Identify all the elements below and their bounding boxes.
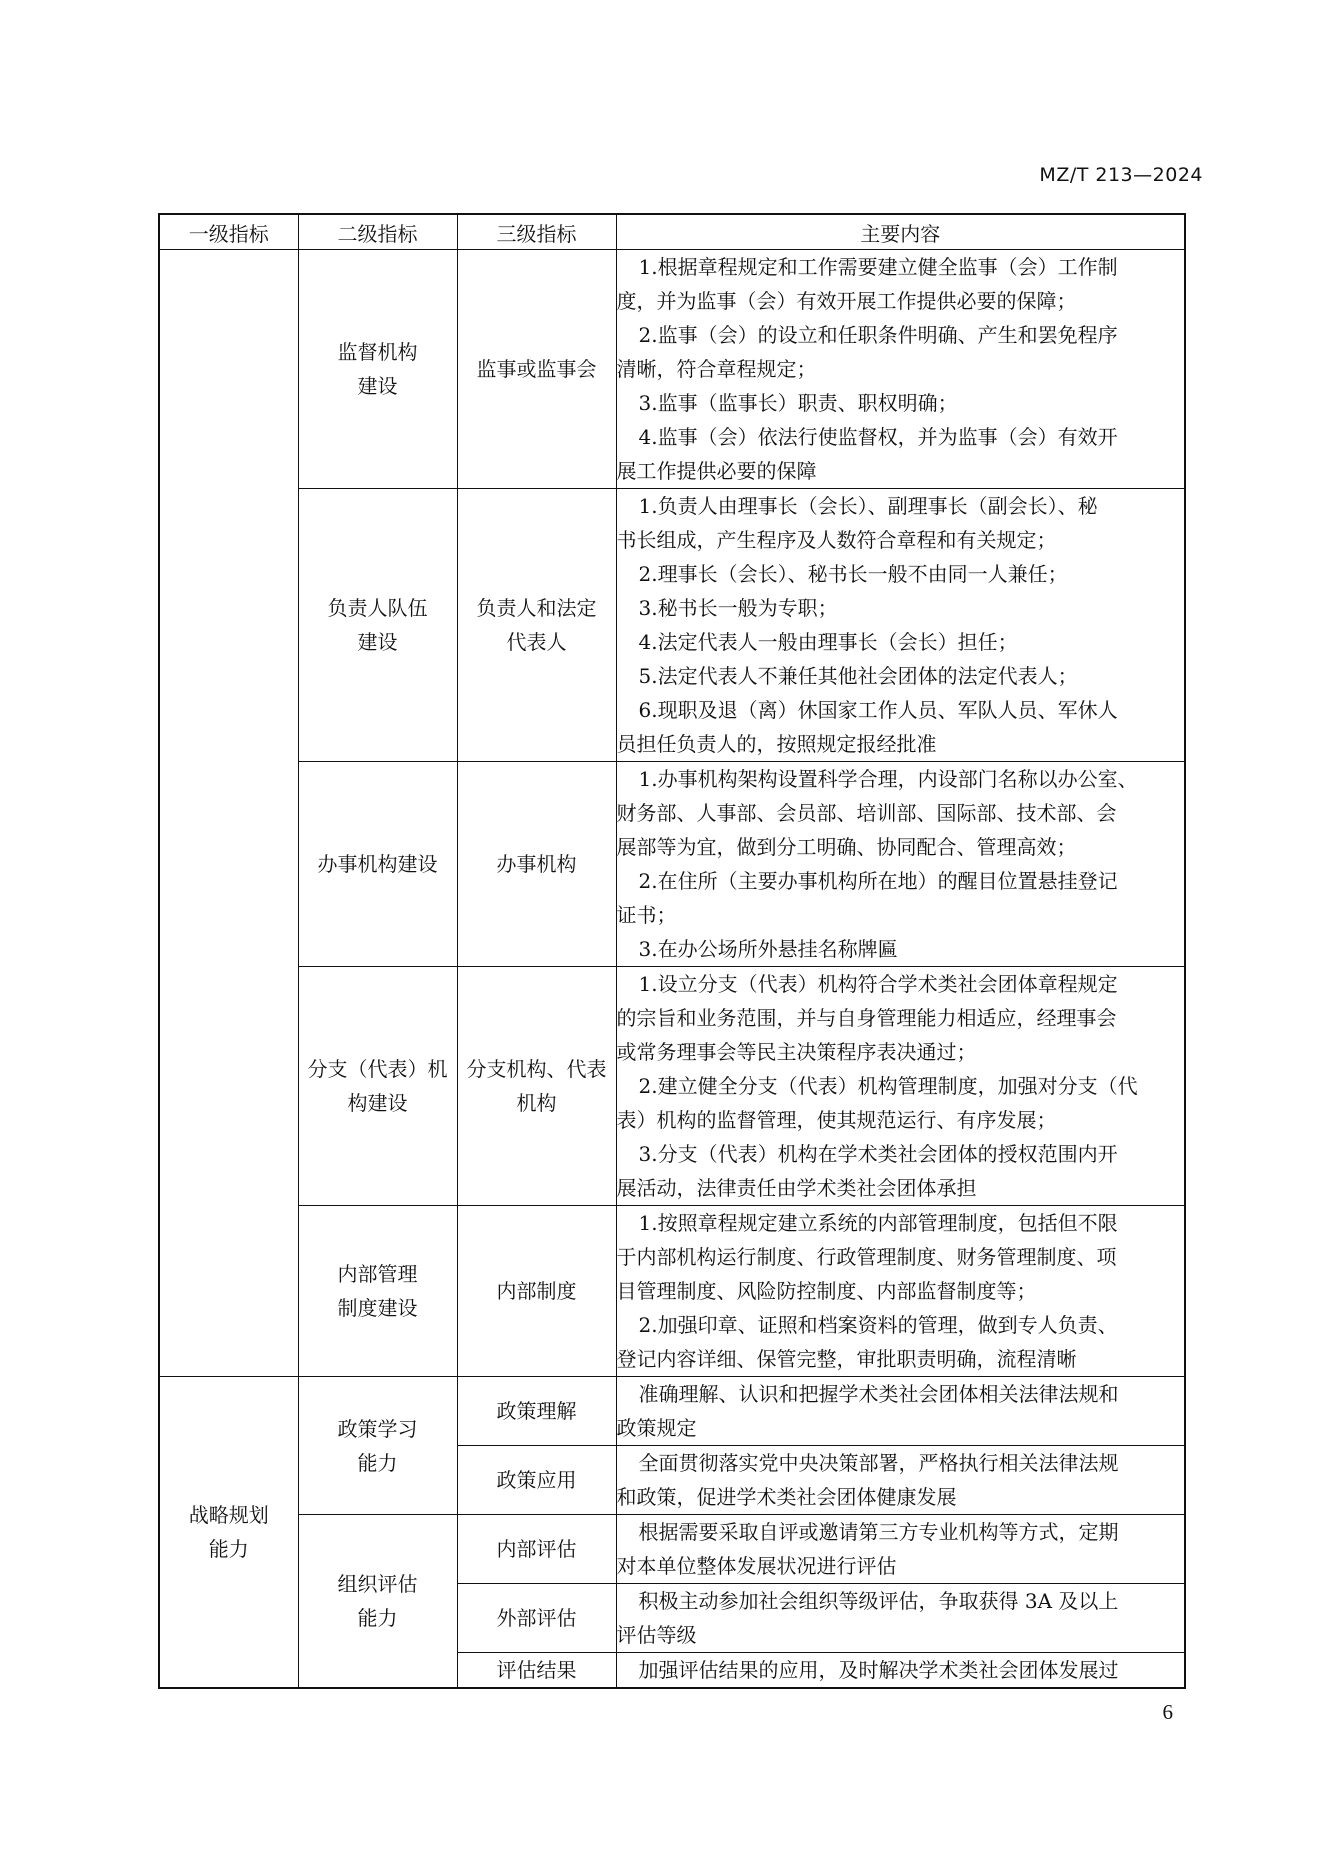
level2-cell: [298, 1206, 457, 1377]
content-item: [617, 420, 1185, 488]
table-row: [159, 489, 1185, 762]
table-row: [159, 1206, 1185, 1377]
cell-line: 监事或监事会: [476, 357, 597, 381]
content-line: 1.办事机构架构设置科学合理，内设部门名称以办公室、: [638, 767, 1138, 791]
level2-cell: [298, 762, 457, 967]
content-cell: [616, 967, 1185, 1206]
level3-cell: [457, 1206, 616, 1377]
content-line: 3.分支（代表）机构在学术类社会团体的授权范围内开: [638, 1142, 1118, 1166]
document-code: MZ/T 213—2024: [1039, 164, 1203, 186]
content-item: [617, 864, 1185, 932]
content-cell: [616, 1446, 1185, 1515]
content-item: [617, 557, 1185, 591]
content-line: 准确理解、认识和把握学术类社会团体相关法律法规和: [638, 1382, 1119, 1406]
content-line: 全面贯彻落实党中央决策部署，严格执行相关法律法规: [638, 1451, 1119, 1475]
content-item: [617, 762, 1185, 864]
cell-line: 代表人: [506, 630, 567, 654]
page-number: 6: [1162, 1700, 1173, 1724]
content-item: [617, 1069, 1185, 1137]
content-line: 表）机构的监督管理，使其规范运行、有序发展；: [616, 1108, 1057, 1132]
content-item: [617, 1308, 1185, 1376]
content-line: 或常务理事会等民主决策程序表决通过；: [616, 1040, 977, 1064]
content-line: 积极主动参加社会组织等级评估，争取获得 3A 及以上: [638, 1589, 1119, 1613]
cell-line: 政策学习: [337, 1416, 418, 1441]
content-line: 1.按照章程规定建立系统的内部管理制度，包括但不限: [638, 1211, 1118, 1235]
content-line: 2.建立健全分支（代表）机构管理制度，加强对分支（代: [638, 1074, 1138, 1098]
content-item: [617, 591, 1185, 625]
content-item: [617, 932, 1185, 966]
level3-cell: 政策理解: [457, 1377, 616, 1446]
content-line: 目管理制度、风险防控制度、内部监督制度等；: [616, 1279, 1037, 1303]
table-header-row: [159, 214, 1185, 250]
cell-line: 内部管理: [337, 1262, 418, 1286]
level2-cell: [298, 967, 457, 1206]
cell-line: 负责人队伍: [327, 596, 428, 620]
cell-line: 能力: [357, 1450, 398, 1475]
level2-cell: [298, 489, 457, 762]
content-line: 3.在办公场所外悬挂名称牌匾: [638, 937, 898, 961]
content-item: [617, 250, 1185, 318]
cell-line: 能力: [208, 1537, 249, 1561]
cell-line: 办事机构: [496, 852, 577, 876]
cell-line: 战略规划: [188, 1503, 269, 1527]
content-line: 展活动，法律责任由学术类社会团体承担: [616, 1176, 977, 1200]
content-line: 清晰，符合章程规定；: [616, 357, 817, 381]
cell-line: 监督机构: [337, 340, 418, 364]
table-row: [159, 762, 1185, 967]
cell-line: 制度建设: [337, 1296, 418, 1320]
content-line: 加强评估结果的应用，及时解决学术类社会团体发展过: [638, 1658, 1119, 1682]
column-header-level3: 三级指标: [457, 214, 616, 250]
table-row: [159, 967, 1185, 1206]
content-line: 2.监事（会）的设立和任职条件明确、产生和罢免程序: [638, 323, 1118, 347]
content-item: [617, 967, 1185, 1069]
content-line: 对本单位整体发展状况进行评估: [616, 1554, 897, 1578]
level2-cell: [298, 1515, 457, 1689]
content-line: 登记内容详细、保管完整，审批职责明确，流程清晰: [616, 1347, 1077, 1371]
content-line: 于内部机构运行制度、行政管理制度、财务管理制度、项: [616, 1245, 1117, 1269]
level2-cell: [298, 1377, 457, 1515]
cell-line: 内部制度: [496, 1279, 577, 1303]
level3-cell: [457, 967, 616, 1206]
level3-cell: [457, 762, 616, 967]
content-line: 4.法定代表人一般由理事长（会长）担任；: [638, 630, 1018, 654]
level3-cell: [457, 250, 616, 489]
content-line: 员担任负责人的，按照规定报经批准: [616, 732, 937, 756]
content-line: 4.监事（会）依法行使监督权，并为监事（会）有效开: [638, 425, 1118, 449]
content-line: 政策规定: [616, 1416, 697, 1440]
content-line: 根据需要采取自评或邀请第三方专业机构等方式，定期: [638, 1520, 1119, 1544]
content-cell: [616, 1206, 1185, 1377]
level1-cell: [159, 1377, 298, 1689]
content-item: [617, 1206, 1185, 1308]
content-line: 度，并为监事（会）有效开展工作提供必要的保障；: [616, 289, 1077, 313]
content-line: 1.设立分支（代表）机构符合学术类社会团体章程规定: [638, 972, 1118, 996]
cell-line: 机构: [516, 1091, 557, 1115]
content-line: 2.加强印章、证照和档案资料的管理，做到专人负责、: [638, 1313, 1118, 1337]
level3-cell: [457, 489, 616, 762]
content-cell: [616, 1377, 1185, 1446]
content-line: 和政策，促进学术类社会团体健康发展: [616, 1485, 957, 1509]
content-line: 3.秘书长一般为专职；: [638, 596, 838, 620]
content-line: 6.现职及退（离）休国家工作人员、军队人员、军休人: [638, 698, 1118, 722]
content-item: [617, 386, 1185, 420]
content-cell: [616, 489, 1185, 762]
level3-cell: 内部评估: [457, 1515, 616, 1584]
content-cell: [616, 1653, 1185, 1689]
level1-cell-blank: [159, 250, 298, 1377]
cell-line: 办事机构建设: [317, 852, 438, 876]
content-line: 证书；: [616, 903, 677, 927]
level3-cell: 评估结果: [457, 1653, 616, 1689]
content-line: 财务部、人事部、会员部、培训部、国际部、技术部、会: [616, 801, 1117, 825]
level2-cell: [298, 250, 457, 489]
content-item: [617, 489, 1185, 557]
content-line: 书长组成，产生程序及人数符合章程和有关规定；: [616, 528, 1057, 552]
cell-line: 建设: [357, 630, 398, 654]
content-item: [617, 659, 1185, 693]
table-row: [159, 250, 1185, 489]
content-item: [617, 693, 1185, 761]
content-line: 2.在住所（主要办事机构所在地）的醒目位置悬挂登记: [638, 869, 1118, 893]
content-item: [617, 625, 1185, 659]
content-line: 1.负责人由理事长（会长）、副理事长（副会长）、秘: [638, 494, 1098, 518]
content-line: 展部等为宜，做到分工明确、协同配合、管理高效；: [616, 835, 1077, 859]
cell-line: 建设: [357, 374, 398, 398]
content-cell: [616, 1515, 1185, 1584]
cell-line: 分支（代表）机: [307, 1057, 448, 1081]
level3-cell: 外部评估: [457, 1584, 616, 1653]
indicator-table: [158, 213, 1186, 1689]
column-header-level1: 一级指标: [159, 214, 298, 250]
cell-line: 负责人和法定: [476, 596, 597, 620]
content-cell: [616, 1584, 1185, 1653]
content-line: 5.法定代表人不兼任其他社会团体的法定代表人；: [638, 664, 1078, 688]
content-item: [617, 1137, 1185, 1205]
table-row: [159, 1377, 1185, 1446]
cell-line: 能力: [357, 1606, 398, 1630]
column-header-level2: 二级指标: [298, 214, 457, 250]
content-line: 3.监事（监事长）职责、职权明确；: [638, 391, 958, 415]
content-line: 评估等级: [616, 1623, 697, 1647]
table-row: [159, 1515, 1185, 1584]
content-cell: [616, 762, 1185, 967]
content-line: 2.理事长（会长）、秘书长一般不由同一人兼任；: [638, 562, 1068, 586]
content-cell: [616, 250, 1185, 489]
content-line: 1.根据章程规定和工作需要建立健全监事（会）工作制: [638, 255, 1118, 279]
cell-line: 构建设: [347, 1091, 408, 1115]
column-header-content: 主要内容: [616, 214, 1185, 250]
content-item: [617, 318, 1185, 386]
level3-cell: 政策应用: [457, 1446, 616, 1515]
cell-line: 分支机构、代表: [466, 1057, 607, 1081]
content-line: 展工作提供必要的保障: [616, 459, 817, 483]
content-line: 的宗旨和业务范围，并与自身管理能力相适应，经理事会: [616, 1006, 1117, 1030]
cell-line: 组织评估: [337, 1572, 418, 1596]
